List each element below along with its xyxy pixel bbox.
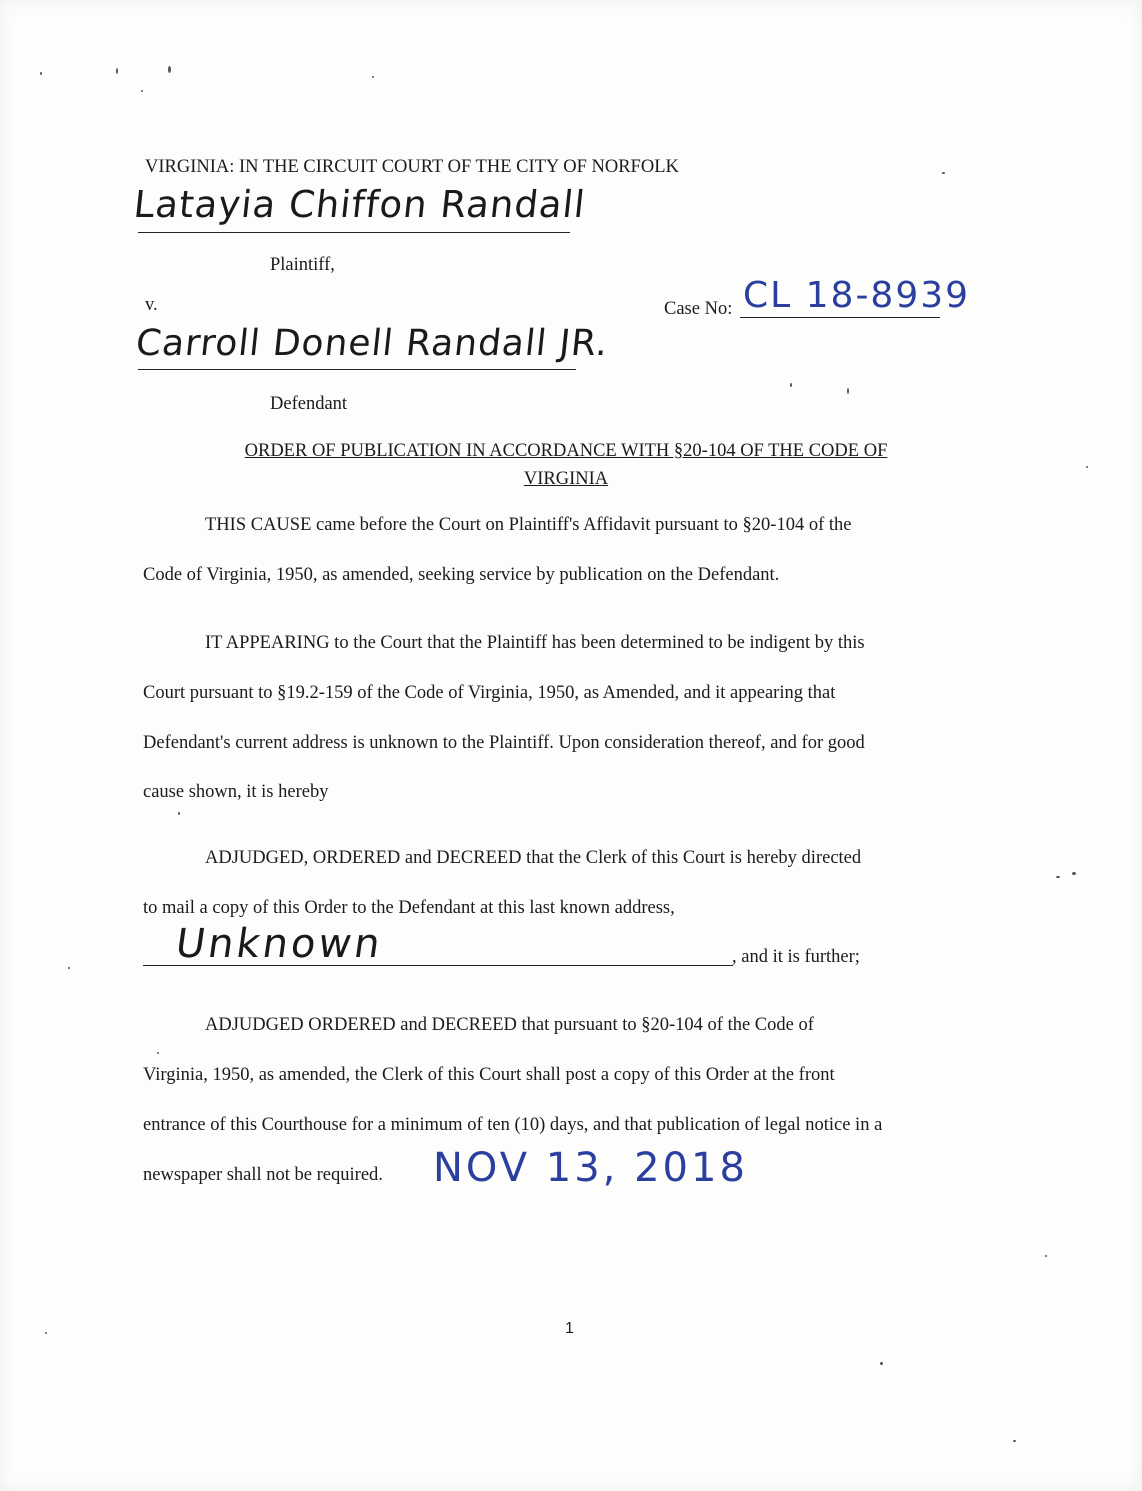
scan-speck — [68, 967, 70, 969]
defendant-handwritten-name: Carroll Donell Randall JR. — [133, 323, 611, 364]
scan-speck — [1072, 872, 1076, 875]
para2-line-3: Defendant's current address is unknown to the Plaintiff. Upon consideration thereof, and for good — [143, 733, 865, 753]
para1-line-2: Code of Virginia, 1950, as amended, seeking service by publication on the Defendant. — [143, 565, 780, 585]
scan-speck — [790, 383, 792, 387]
address-handwritten: Unknown — [172, 921, 386, 967]
para3-line-3-suffix: , and it is further; — [732, 947, 860, 967]
address-line — [143, 965, 733, 966]
case-number-label: Case No: — [664, 299, 733, 319]
scan-speck — [1013, 1440, 1016, 1442]
para4-line-3: entrance of this Courthouse for a minimum of ten (10) days, and that publication of legal notice in a — [143, 1115, 883, 1135]
defendant-signature-line — [138, 369, 576, 370]
plaintiff-label: Plaintiff, — [270, 255, 335, 275]
date-handwritten: NOV 13, 2018 — [433, 1145, 748, 1191]
case-number-handwritten: CL 18-8939 — [743, 275, 971, 316]
scan-speck — [942, 172, 945, 174]
versus-label: v. — [145, 295, 158, 315]
para2-line-4: cause shown, it is hereby — [143, 782, 329, 802]
scan-speck — [1045, 1255, 1047, 1257]
para4-line-1: ADJUDGED ORDERED and DECREED that pursuant to §20-104 of the Code of — [205, 1015, 814, 1035]
para4-line-4: newspaper shall not be required. — [143, 1165, 383, 1185]
scan-speck — [1086, 466, 1088, 468]
scan-speck — [168, 66, 171, 73]
scan-speck — [157, 1052, 159, 1054]
scan-speck — [45, 1332, 47, 1334]
scan-speck — [372, 76, 374, 78]
para2-line-2: Court pursuant to §19.2-159 of the Code of Virginia, 1950, as Amended, and it appearing that — [143, 683, 836, 703]
order-title-line-1: ORDER OF PUBLICATION IN ACCORDANCE WITH §20-104 OF THE CODE OF — [244, 441, 888, 461]
scan-speck — [847, 388, 849, 394]
defendant-label: Defendant — [270, 394, 348, 414]
para3-line-1: ADJUDGED, ORDERED and DECREED that the Clerk of this Court is hereby directed — [205, 848, 862, 868]
scan-speck — [178, 812, 180, 815]
scan-speck — [40, 72, 42, 75]
scan-speck — [880, 1362, 883, 1365]
plaintiff-handwritten-name: Latayia Chiffon Randall — [131, 183, 588, 226]
para1-line-1: THIS CAUSE came before the Court on Plaintiff's Affidavit pursuant to §20-104 of the — [205, 515, 852, 535]
page-number: 1 — [565, 1320, 574, 1337]
para4-line-2: Virginia, 1950, as amended, the Clerk of this Court shall post a copy of this Order at the front — [143, 1065, 835, 1085]
plaintiff-signature-line — [138, 232, 570, 233]
scan-speck — [116, 68, 118, 74]
court-header: VIRGINIA: IN THE CIRCUIT COURT OF THE CITY OF NORFOLK — [145, 157, 679, 177]
para2-line-1: IT APPEARING to the Court that the Plaintiff has been determined to be indigent by this — [205, 633, 865, 653]
order-title-line-2: VIRGINIA — [523, 469, 609, 489]
scan-speck — [1056, 876, 1060, 878]
para3-line-2: to mail a copy of this Order to the Defendant at this last known address, — [143, 898, 675, 918]
order-title — [150, 437, 982, 493]
scan-speck — [141, 90, 143, 92]
case-number-line — [740, 317, 940, 318]
